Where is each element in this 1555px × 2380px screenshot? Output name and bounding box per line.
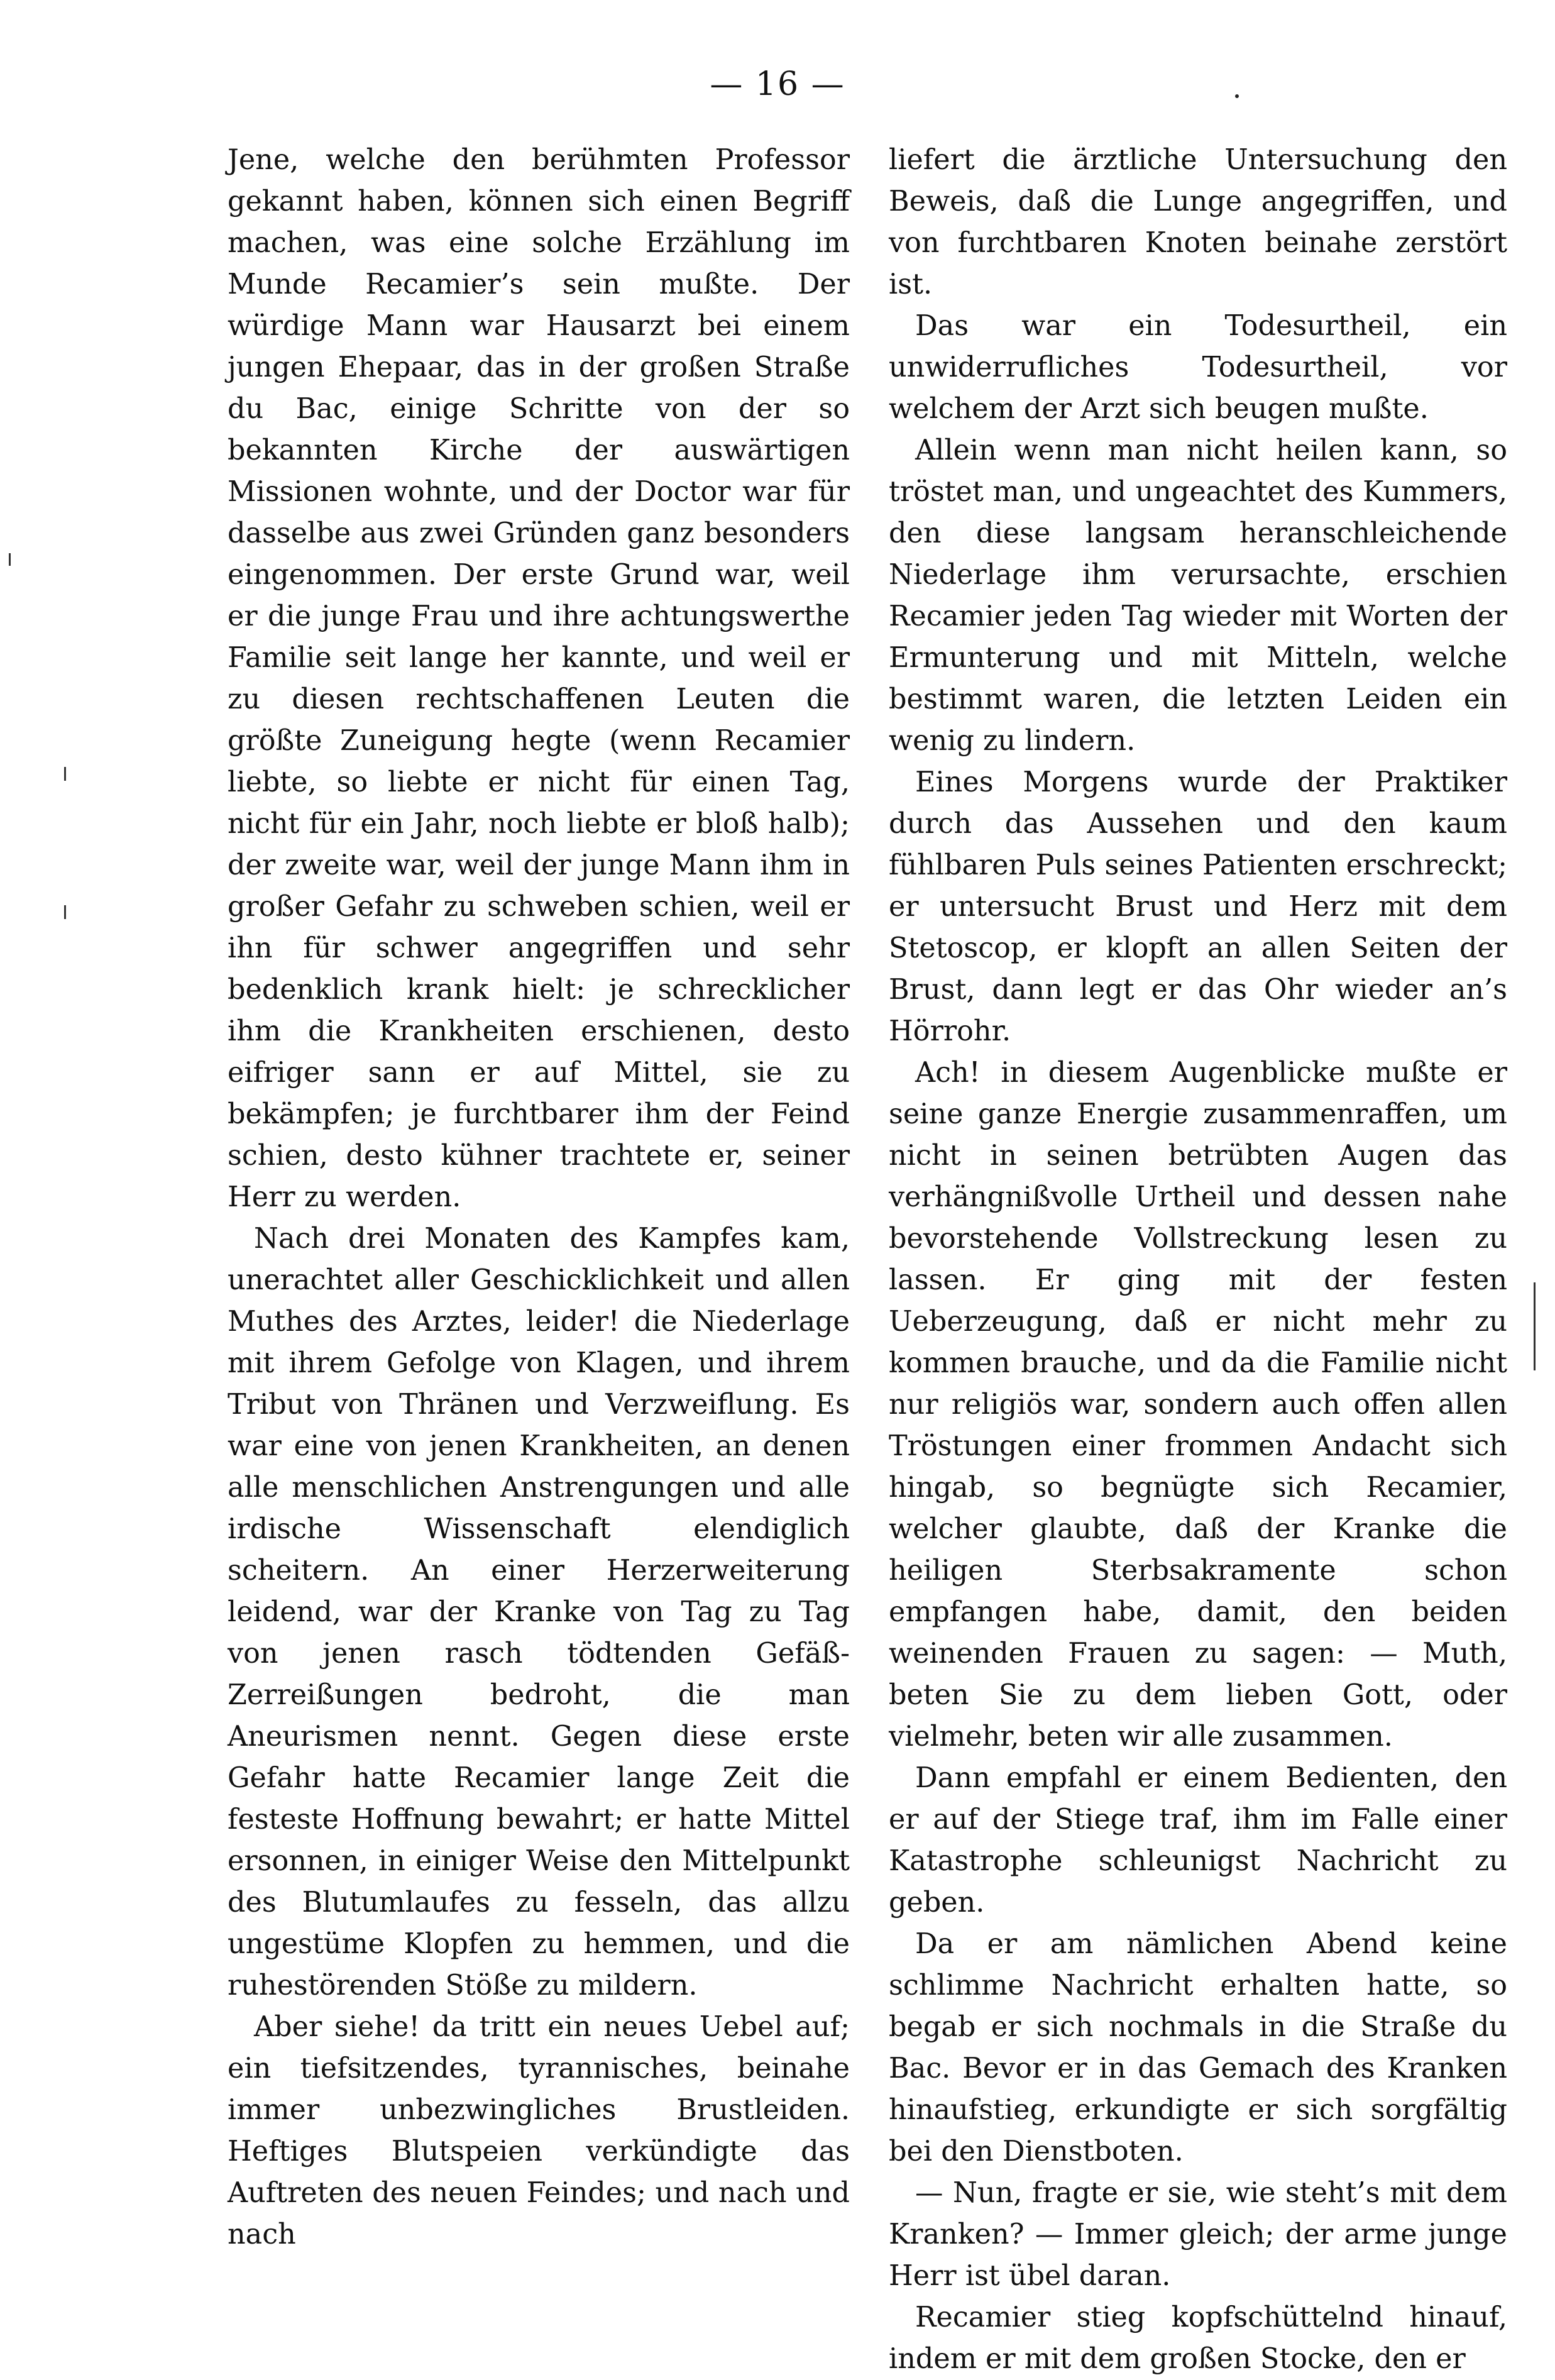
paragraph: Das war ein Todesurtheil, ein unwiderrufliches Todesurtheil, vor welchem der Arzt sich beugen mußte. [889,310,1507,425]
page-number: — 16 — [710,65,845,103]
scan-mark-left [64,905,66,919]
scan-mark-left [64,767,66,781]
paragraph: — Nun, fragte er sie, wie steht’s mit dem Kranken? — Immer gleich; der arme junge Herr ist übel daran. [889,2177,1507,2292]
scan-mark-left [9,553,11,566]
paragraph: Aber siehe! da tritt ein neues Uebel auf; ein tiefsitzendes, tyrannisches, beinahe immer unbezwingliches Brustleiden. Heftiges Blutspeien verkündigte das Auftreten des neuen Feindes; und nach und nach [228,2011,850,2251]
paragraph: Allein wenn man nicht heilen kann, so tröstet man, und ungeachtet des Kummers, den diese langsam heranschleichende Niederlage ihm verursachte, erschien Recamier jeden Tag wieder mit Worten der Ermunterung und mit Mitteln, welche bestimmt waren, die letzten Leiden ein wenig zu lindern. [889,434,1507,757]
paragraph: Eines Morgens wurde der Praktiker durch das Aussehen und den kaum fühlbaren Puls seines Patienten erschreckt; er untersucht Brust und Herz mit dem Stetoscop, er klopft an allen Seiten der Brust, dann legt er das Ohr wieder an’s Hörrohr. [889,766,1507,1047]
right-column [889,140,1507,2380]
paragraph: liefert die ärztliche Untersuchung den Beweis, daß die Lunge angegriffen, und von furchtbaren Knoten beinahe zerstört ist. [889,144,1507,300]
paragraph: Recamier stieg kopfschüttelnd hinauf, indem er mit dem großen Stocke, den er [889,2301,1507,2375]
left-column [228,140,850,2256]
paragraph: Ach! in diesem Augenblicke mußte er seine ganze Energie zusammenraffen, um nicht in seinen betrübten Augen das verhängnißvolle Urtheil und dessen nahe bevorstehende Vollstreckung lesen zu lassen. Er ging mit der festen Ueberzeugung, daß er nicht mehr zu kommen brauche, und da die Familie nicht nur religiös war, sondern auch offen allen Tröstungen einer frommen Andacht sich hingab, so begnügte sich Recamier, welcher glaubte, daß der Kranke die heiligen Sterbsakramente schon empfangen habe, damit, den beiden weinenden Frauen zu sagen: — Muth, beten Sie zu dem lieben Gott, oder vielmehr, beten wir alle zusammen. [889,1057,1507,1753]
paragraph: Jene, welche den berühmten Professor gekannt haben, können sich einen Begriff machen, was eine solche Erzählung im Munde Recamier’s sein mußte. Der würdige Mann war Hausarzt bei einem jungen Ehepaar, das in der großen Straße du Bac, einige Schritte von der so bekannten Kirche der auswärtigen Missionen wohnte, und der Doctor war für dasselbe aus zwei Gründen ganz besonders eingenommen. Der erste Grund war, weil er die junge Frau und ihre achtungswerthe Familie seit lange her kannte, und weil er zu diesen rechtschaffenen Leuten die größte Zuneigung hegte (wenn Recamier liebte, so liebte er nicht für einen Tag, nicht für ein Jahr, noch liebte er bloß halb); der zweite war, weil der junge Mann ihm in großer Gefahr zu schweben schien, weil er ihn für schwer angegriffen und sehr bedenklich krank hielt: je schrecklicher ihm die Krankheiten erschienen, desto eifriger sann er auf Mittel, sie zu bekämpfen; je furchtbarer ihm der Feind schien, desto kühner trachtete er, seiner Herr zu werden. [228,144,850,1213]
scan-mark-right [1534,1282,1536,1370]
page-speck [1235,94,1239,98]
paragraph: Da er am nämlichen Abend keine schlimme Nachricht erhalten hatte, so begab er sich nochmals in die Straße du Bac. Bevor er in das Gemach des Kranken hinaufstieg, erkundigte er sich sorgfältig bei den Dienstboten. [889,1928,1507,2168]
paragraph: Dann empfahl er einem Bedienten, den er auf der Stiege traf, ihm im Falle einer Katastrophe schleunigst Nachricht zu geben. [889,1762,1507,1919]
paragraph: Nach drei Monaten des Kampfes kam, unerachtet aller Geschicklichkeit und allen Muthes des Arztes, leider! die Niederlage mit ihrem Gefolge von Klagen, und ihrem Tribut von Thränen und Verzweiflung. Es war eine von jenen Krankheiten, an denen alle menschlichen Anstrengungen und alle irdische Wissenschaft elendiglich scheitern. An einer Herzerweiterung leidend, war der Kranke von Tag zu Tag von jenen rasch tödtenden Gefäß-Zerreißungen bedroht, die man Aneurismen nennt. Gegen diese erste Gefahr hatte Recamier lange Zeit die festeste Hoffnung bewahrt; er hatte Mittel ersonnen, in einiger Weise den Mittelpunkt des Blutumlaufes zu fesseln, das allzu ungestüme Klopfen zu hemmen, und die ruhestörenden Stöße zu mildern. [228,1223,850,2002]
